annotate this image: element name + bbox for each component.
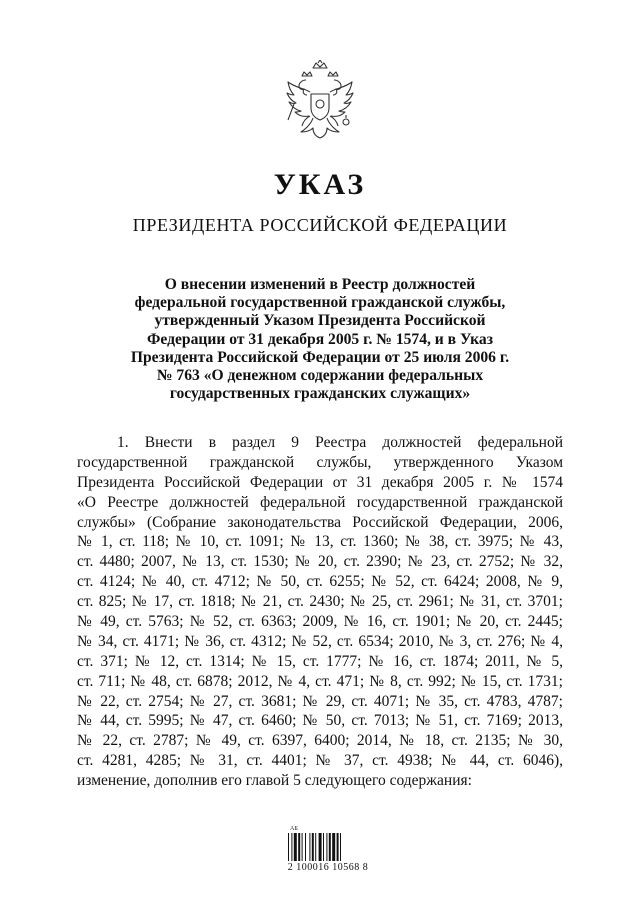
heading-line: О внесении изменений в Реестр должностей	[164, 276, 476, 293]
decree-heading	[100, 276, 540, 403]
document-subtitle: ПРЕЗИДЕНТА РОССИЙСКОЙ ФЕДЕРАЦИИ	[132, 215, 508, 235]
heading-line: федеральной государственной гражданской службы,	[134, 294, 506, 312]
stamp-mark: АБ	[290, 826, 298, 832]
body-line: № 1, ст. 118; № 10, ст. 1091; № 13, ст. 1360; № 38, ст. 3975; № 43,	[77, 533, 563, 551]
body-line: ст. 711; № 48, ст. 6878; 2012, № 4, ст. 471; № 8, ст. 992; № 15, ст. 1731;	[77, 672, 563, 690]
heading-line: Федерации от 31 декабря 2005 г. № 1574, и в Указ	[147, 330, 493, 348]
body-line: ст. 4480; 2007, № 13, ст. 1530; № 20, ст. 2390; № 23, ст. 2752; № 32,	[77, 553, 563, 571]
heading-line: утвержденный Указом Президента Российской	[154, 312, 486, 330]
body-line: Президента Российской Федерации от 31 декабря 2005 г. № 1574	[77, 473, 563, 491]
body-line: № 22, ст. 2787; № 49, ст. 6397, 6400; 2014, № 18, ст. 2135; № 30,	[77, 732, 563, 750]
decree-body	[77, 433, 563, 791]
heading-line: Президента Российской Федерации от 25 июля 2006 г.	[130, 348, 510, 366]
barcode-number: 2 100016 10568 8	[287, 862, 369, 873]
body-line: № 34, ст. 4171; № 36, ст. 4312; № 52, ст. 6534; 2010, № 3, ст. 276; № 4,	[77, 632, 563, 650]
body-line: ст. 371; № 12, ст. 1314; № 15, ст. 1777; № 16, ст. 1874; 2011, № 5,	[77, 652, 563, 670]
double-headed-eagle-emblem-icon	[280, 60, 360, 146]
body-line: ст. 4124; № 40, ст. 4712; № 50, ст. 6255; № 52, ст. 6424; 2008, № 9,	[77, 573, 563, 591]
heading-line: государственных гражданских служащих»	[169, 385, 471, 403]
body-line: «О Реестре должностей федеральной государственной гражданской	[77, 493, 563, 511]
body-line: службы» (Собрание законодательства Российской Федерации, 2006,	[77, 513, 563, 531]
body-line: государственной гражданской службы, утвержденного Указом	[77, 453, 563, 471]
body-line: 1. Внести в раздел 9 Реестра должностей федеральной	[117, 434, 563, 451]
body-line: ст. 825; № 17, ст. 1818; № 21, ст. 2430; № 25, ст. 2961; № 31, ст. 3701;	[77, 593, 563, 611]
body-line: № 22, ст. 2754; № 27, ст. 3681; № 29, ст. 4071; № 35, ст. 4783, 4787;	[77, 692, 563, 710]
barcode-icon	[287, 833, 357, 861]
body-line: № 49, ст. 5763; № 52, ст. 6363; 2009, № 16, ст. 1901; № 20, ст. 2445;	[77, 613, 563, 631]
document-title: УКАЗ	[273, 168, 367, 201]
heading-line: № 763 «О денежном содержании федеральных	[156, 367, 484, 385]
body-line: ст. 4281, 4285; № 31, ст. 4401; № 37, ст. 4938; № 44, ст. 6046),	[77, 752, 563, 770]
body-line: № 44, ст. 5995; № 47, ст. 6460; № 50, ст. 7013; № 51, ст. 7169; 2013,	[77, 712, 563, 730]
body-line: изменение, дополнив его главой 5 следующего содержания:	[77, 772, 472, 790]
